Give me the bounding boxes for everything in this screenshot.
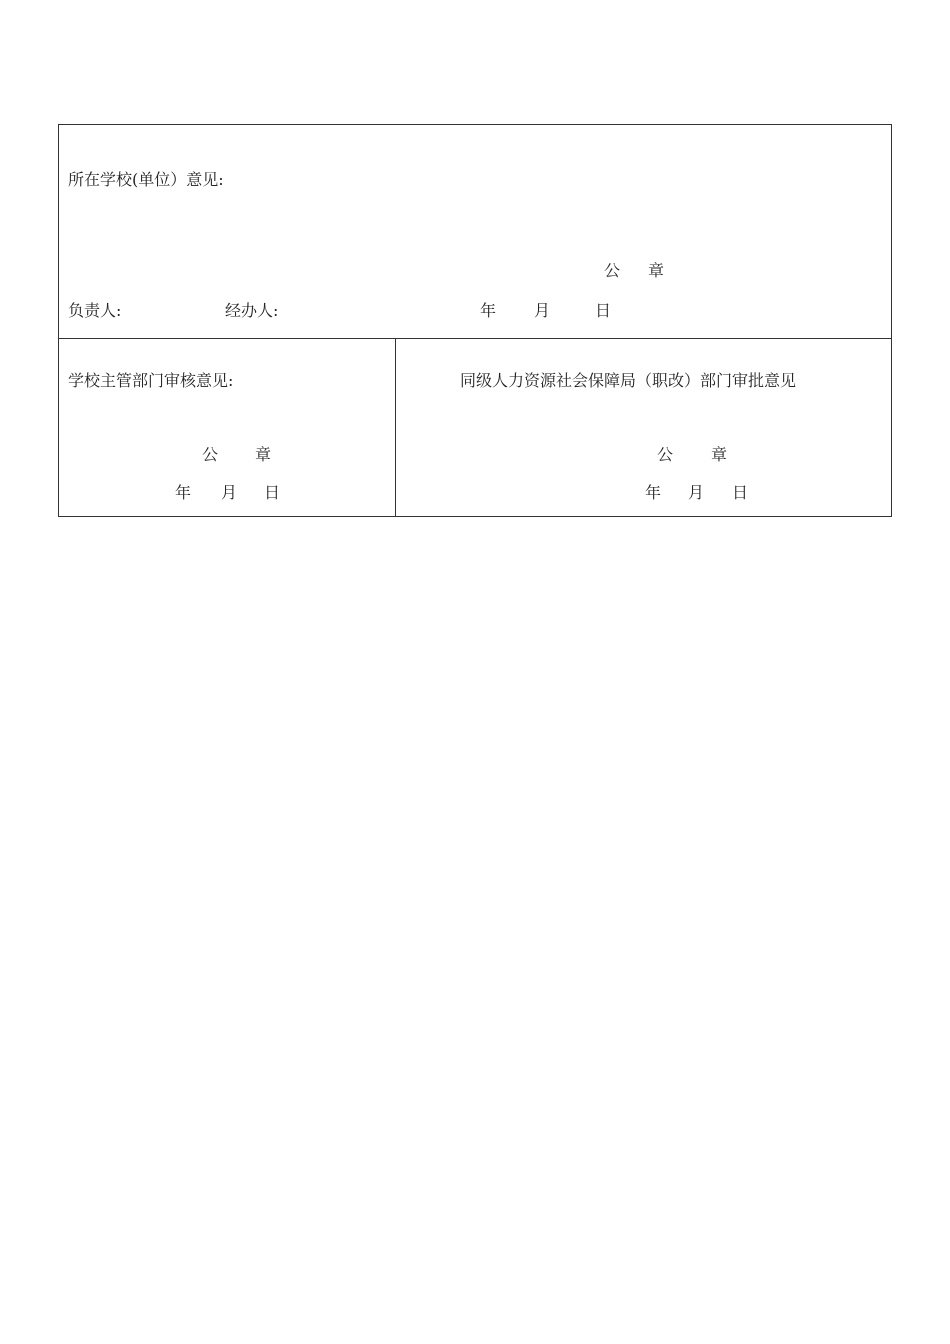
hr-bureau-seal-gong: 公 — [657, 445, 674, 464]
school-unit-date-year: 年 — [480, 301, 497, 320]
supervisor-date-day: 日 — [264, 483, 281, 502]
supervisor-date-month: 月 — [221, 483, 238, 502]
school-unit-date-day: 日 — [595, 301, 612, 320]
school-unit-seal-gong: 公 — [604, 261, 621, 280]
school-unit-opinion-label: 所在学校(单位）意见: — [68, 170, 224, 189]
responsible-person-label: 负责人: — [68, 301, 122, 320]
hr-bureau-opinion-section — [396, 339, 891, 516]
handler-label: 经办人: — [225, 301, 279, 320]
supervisor-seal-zhang: 章 — [255, 445, 272, 464]
school-unit-opinion-section — [59, 125, 891, 339]
hr-bureau-date-day: 日 — [732, 483, 749, 502]
approval-form-table — [58, 124, 892, 517]
supervisor-seal-gong: 公 — [202, 445, 219, 464]
hr-bureau-date-year: 年 — [645, 483, 662, 502]
supervisor-opinion-section — [59, 339, 396, 516]
school-unit-date-month: 月 — [534, 301, 551, 320]
school-unit-seal-zhang: 章 — [648, 261, 665, 280]
supervisor-date-year: 年 — [175, 483, 192, 502]
hr-bureau-seal-zhang: 章 — [711, 445, 728, 464]
hr-bureau-opinion-label: 同级人力资源社会保障局（职改）部门审批意见 — [460, 371, 797, 390]
supervisor-opinion-label: 学校主管部门审核意见: — [68, 371, 234, 390]
hr-bureau-date-month: 月 — [688, 483, 705, 502]
